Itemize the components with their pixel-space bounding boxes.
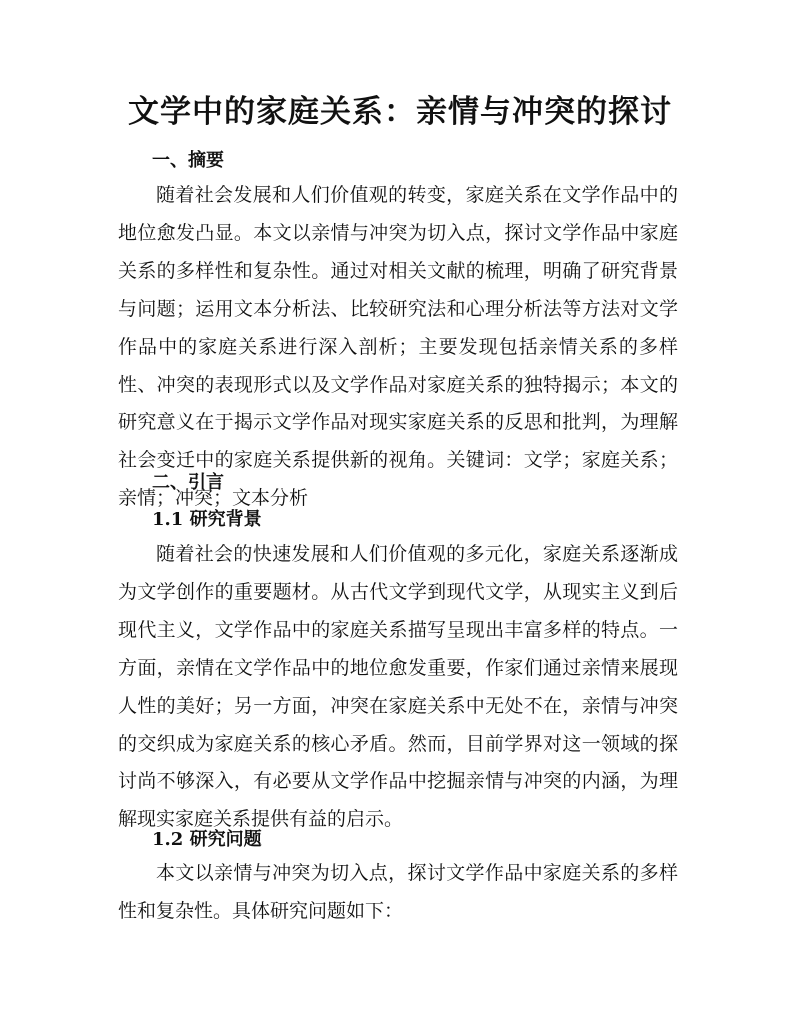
question-paragraph: 本文以亲情与冲突为切入点，探讨文学作品中家庭关系的多样性和复杂性。具体研究问题如下： — [118, 862, 678, 922]
subsection-heading-background: 1.1 研究背景 — [152, 509, 262, 530]
subsection-heading-question: 1.2 研究问题 — [152, 829, 262, 850]
section-heading-introduction: 二、引言 — [152, 472, 224, 493]
document-title: 文学中的家庭关系：亲情与冲突的探讨 — [128, 94, 672, 130]
abstract-paragraph: 随着社会发展和人们价值观的转变，家庭关系在文学作品中的地位愈发凸显。本文以亲情与冲突为切入点，探讨文学作品中家庭关系的多样性和复杂性。通过对相关文献的梳理，明确了研究背景与问题；运用文本分析法、比较研究法和心理分析法等方法对文学作品中的家庭关系进行深入剖析；主要发现包括亲情关系的多样性、冲突的表现形式以及文学作品对家庭关系的独特揭示；本文的研究意义在于揭示文学作品对现实家庭关系的反思和批判，为理解社会变迁中的家庭关系提供新的视角。关键词：文学；家庭关系；亲情；冲突；文本分析 — [118, 184, 678, 510]
background-paragraph: 随着社会的快速发展和人们价值观的多元化，家庭关系逐渐成为文学创作的重要题材。从古代文学到现代文学，从现实主义到后现代主义，文学作品中的家庭关系描写呈现出丰富多样的特点。一方面，亲情在文学作品中的地位愈发重要，作家们通过亲情来展现人性的美好；另一方面，冲突在家庭关系中无处不在，亲情与冲突的交织成为家庭关系的核心矛盾。然而，目前学界对这一领域的探讨尚不够深入，有必要从文学作品中挖掘亲情与冲突的内涵，为理解现实家庭关系提供有益的启示。 — [118, 543, 678, 831]
section-heading-abstract: 一、摘要 — [152, 150, 224, 171]
